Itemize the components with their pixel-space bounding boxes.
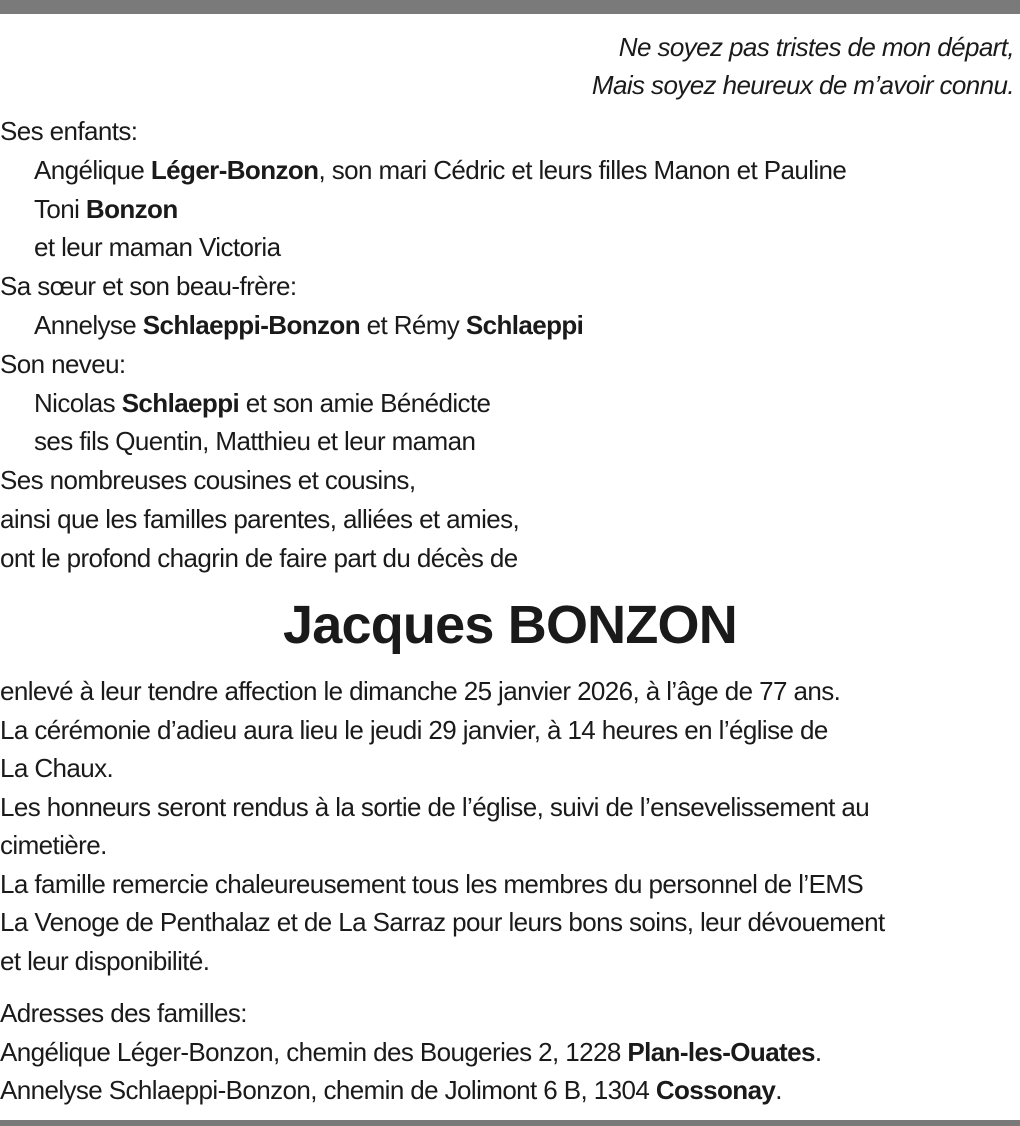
deceased-name: Jacques BONZON (283, 595, 737, 655)
details-line-5: cimetière. (0, 830, 107, 860)
address-1-street: Angélique Léger-Bonzon, chemin des Bougeries 2, 1228 (0, 1036, 621, 1067)
address-2 (0, 1071, 1020, 1110)
details-line-1: enlevé à leur tendre affection le dimanche 25 janvier 2026, à l’âge de 77 ans. (0, 676, 841, 706)
child-1-detail: , son mari Cédric et leurs filles Manon et Pauline (318, 154, 847, 185)
bottom-rule (0, 1120, 1020, 1126)
nephew (0, 384, 1020, 423)
child-2-detail: et leur maman Victoria (34, 232, 281, 263)
addresses-heading: Adresses des familles: (0, 998, 247, 1028)
address-1 (0, 1033, 1020, 1072)
top-rule (0, 0, 1020, 14)
child-1-last-name: Léger-Bonzon (150, 154, 319, 185)
child-2 (0, 190, 1020, 229)
children-heading: Ses enfants: (0, 116, 138, 146)
brother-in-law-last-name: Schlaeppi (465, 309, 584, 340)
nephew-last-name: Schlaeppi (121, 387, 240, 418)
sister-heading: Sa sœur et son beau-frère: (0, 271, 297, 302)
child-2-last-name: Bonzon (85, 193, 178, 224)
family-addresses (0, 994, 1020, 1110)
details-line-6: La famille remercie chaleureusement tous les membres du personnel de l’EMS (0, 868, 864, 899)
family-list (0, 112, 1020, 578)
sister-and: et Rémy (366, 309, 460, 340)
nephew-heading: Son neveu: (0, 348, 126, 379)
families-line: ainsi que les familles parentes, alliées et amies, (0, 503, 520, 534)
epigraph (592, 28, 1014, 104)
sister (0, 306, 1020, 345)
epigraph-line-1: Ne soyez pas tristes de mon départ, (618, 32, 1014, 62)
address-2-city: Cossonay (655, 1075, 776, 1105)
details-line-2: La cérémonie d’adieu aura lieu le jeudi 29 janvier, à 14 heures en l’église de (0, 714, 828, 745)
ceremony-details (0, 672, 1020, 980)
nephew-sons: ses fils Quentin, Matthieu et leur maman (34, 426, 476, 457)
sister-first-name: Annelyse (34, 309, 137, 340)
address-1-period: . (814, 1036, 822, 1067)
details-line-7: La Venoge de Penthalaz et de La Sarraz pour leurs bons soins, leur dévouement (0, 907, 885, 937)
address-2-street: Annelyse Schlaeppi-Bonzon, chemin de Jolimont 6 B, 1304 (0, 1075, 650, 1105)
sister-last-name: Schlaeppi-Bonzon (142, 309, 360, 340)
details-line-3: La Chaux. (0, 753, 114, 783)
child-2-first-name: Toni (34, 193, 80, 224)
details-line-8: et leur disponibilité. (0, 945, 210, 976)
address-1-city: Plan-les-Ouates (627, 1036, 815, 1067)
nephew-detail: et son amie Bénédicte (245, 387, 491, 418)
epigraph-line-2: Mais soyez heureux de m’avoir connu. (591, 70, 1014, 100)
address-2-period: . (775, 1075, 782, 1105)
cousins-line: Ses nombreuses cousines et cousins, (0, 465, 416, 496)
nephew-first-name: Nicolas (34, 387, 116, 418)
child-1 (0, 151, 1020, 190)
details-line-4: Les honneurs seront rendus à la sortie de l’église, suivi de l’ensevelissement au (0, 791, 870, 822)
child-1-first-name: Angélique (34, 154, 145, 185)
announce-line: ont le profond chagrin de faire part du décès de (0, 542, 518, 573)
